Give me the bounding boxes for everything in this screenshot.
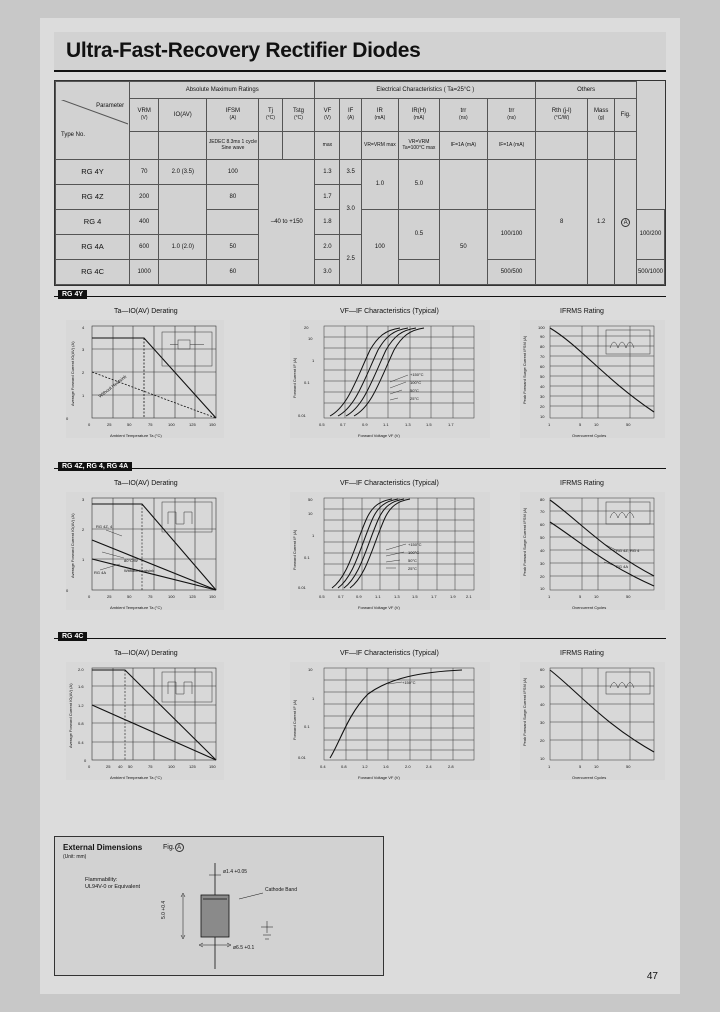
svg-text:50: 50 bbox=[128, 764, 133, 769]
cell-rth: 8 bbox=[536, 160, 588, 285]
svg-text:50°C: 50°C bbox=[408, 558, 417, 563]
svg-text:50: 50 bbox=[540, 374, 545, 379]
svg-text:30: 30 bbox=[540, 561, 545, 566]
svg-text:Ambient Temperature Ta (°C): Ambient Temperature Ta (°C) bbox=[110, 433, 162, 438]
svg-text:80: 80 bbox=[540, 344, 545, 349]
svg-text:1.1: 1.1 bbox=[383, 422, 389, 427]
svg-text:80°C/W: 80°C/W bbox=[124, 558, 138, 563]
svg-text:100°C: 100°C bbox=[408, 550, 420, 555]
svg-text:Forward Current IF (A): Forward Current IF (A) bbox=[292, 529, 297, 570]
col-rth-note bbox=[536, 132, 588, 160]
svg-text:Without Heatsink: Without Heatsink bbox=[97, 373, 128, 399]
svg-text:50: 50 bbox=[626, 594, 631, 599]
cell-vf: 3.0 bbox=[315, 260, 340, 285]
svg-text:5: 5 bbox=[579, 422, 582, 427]
svg-text:1: 1 bbox=[548, 594, 551, 599]
svg-text:Forward Current IF (A): Forward Current IF (A) bbox=[292, 699, 297, 740]
svg-text:0.4: 0.4 bbox=[320, 764, 326, 769]
cell-vf: 1.3 bbox=[315, 160, 340, 185]
svg-text:10: 10 bbox=[540, 756, 545, 761]
svg-text:10: 10 bbox=[540, 586, 545, 591]
chart-title-derating-1: Ta—IO(AV) Derating bbox=[114, 308, 178, 315]
chart-ifrms-rg4z bbox=[520, 492, 665, 610]
col-tstg-note bbox=[282, 132, 315, 160]
svg-text:3: 3 bbox=[82, 497, 85, 502]
svg-text:Forward Current IF (A): Forward Current IF (A) bbox=[292, 357, 297, 398]
svg-text:1.6: 1.6 bbox=[78, 684, 84, 689]
svg-text:1.2: 1.2 bbox=[78, 703, 84, 708]
svg-text:0.01: 0.01 bbox=[298, 585, 306, 590]
external-dimensions-fig: Fig. A bbox=[163, 843, 184, 852]
row-type: RG 4Y bbox=[56, 160, 130, 185]
svg-text:0: 0 bbox=[88, 594, 91, 599]
svg-text:Overcurrent Cycles: Overcurrent Cycles bbox=[572, 433, 607, 438]
svg-text:50: 50 bbox=[626, 764, 631, 769]
chart-title-derating-2: Ta—IO(AV) Derating bbox=[114, 480, 178, 487]
svg-text:+150°C: +150°C bbox=[408, 542, 422, 547]
svg-text:0: 0 bbox=[88, 764, 91, 769]
svg-text:0: 0 bbox=[84, 758, 87, 763]
cell-ir: 0.5 bbox=[398, 210, 439, 260]
svg-text:1.2: 1.2 bbox=[362, 764, 368, 769]
svg-text:1: 1 bbox=[312, 696, 315, 701]
cell-irh: 5.0 bbox=[398, 160, 439, 210]
svg-text:80: 80 bbox=[540, 497, 545, 502]
svg-text:25: 25 bbox=[106, 764, 111, 769]
col-irh-sym: IR(H) (mA) bbox=[398, 99, 439, 132]
svg-text:0.4: 0.4 bbox=[78, 740, 84, 745]
cell-trr2: 100/200 bbox=[636, 210, 664, 260]
svg-text:Overcurrent Cycles: Overcurrent Cycles bbox=[572, 775, 607, 780]
svg-text:1.9: 1.9 bbox=[450, 594, 456, 599]
col-tj-sym: Tj (°C) bbox=[259, 99, 282, 132]
section-tag-rg4z-rg4-rg4a: RG 4Z, RG 4, RG 4A bbox=[58, 462, 132, 471]
chart-vfif-rg4z bbox=[290, 492, 490, 610]
svg-text:25: 25 bbox=[107, 422, 112, 427]
col-ifsm-note: JEDEC 8.3ms 1 cycle Sine wave bbox=[207, 132, 259, 160]
svg-text:50: 50 bbox=[540, 535, 545, 540]
svg-text:+150°C: +150°C bbox=[402, 680, 416, 685]
svg-text:25: 25 bbox=[107, 594, 112, 599]
chart-title-derating-3: Ta—IO(AV) Derating bbox=[114, 650, 178, 657]
cell-vrm: 200 bbox=[130, 185, 159, 210]
svg-text:40: 40 bbox=[540, 702, 545, 707]
row-type: RG 4Z bbox=[56, 185, 130, 210]
svg-text:1.3: 1.3 bbox=[405, 422, 411, 427]
cell-temp-range: –40 to +150 bbox=[259, 160, 315, 285]
svg-text:125: 125 bbox=[189, 594, 196, 599]
svg-text:0.1: 0.1 bbox=[304, 380, 310, 385]
svg-text:1.5: 1.5 bbox=[426, 422, 432, 427]
cell-ifsm-blank bbox=[207, 210, 259, 235]
ratings-table bbox=[55, 81, 665, 285]
svg-text:2.1: 2.1 bbox=[466, 594, 472, 599]
svg-text:0.8: 0.8 bbox=[341, 764, 347, 769]
svg-text:Average Forward Current IO(A: Average Forward Current IO(AV) (A) bbox=[70, 341, 75, 406]
svg-text:4: 4 bbox=[82, 325, 85, 330]
chart-derating-rg4z bbox=[66, 492, 224, 610]
chart-vfif-rg4c bbox=[290, 662, 490, 780]
svg-text:Peak Forward Surge Current I: Peak Forward Surge Current IFSM (A) bbox=[522, 507, 527, 576]
svg-text:60: 60 bbox=[540, 522, 545, 527]
page-number: 47 bbox=[646, 971, 658, 982]
cell-trr2-blank bbox=[487, 160, 535, 210]
cell-vrm: 1000 bbox=[130, 260, 159, 285]
external-dimensions-heading: External Dimensions bbox=[63, 843, 143, 852]
svg-text:Cathode Band: Cathode Band bbox=[265, 887, 297, 893]
svg-text:150: 150 bbox=[209, 764, 216, 769]
svg-text:1: 1 bbox=[548, 764, 551, 769]
cell-ifsm: 100 bbox=[207, 160, 259, 185]
svg-text:10: 10 bbox=[540, 414, 545, 419]
chart-title-vfif-1: VF—IF Characteristics (Typical) bbox=[340, 308, 439, 315]
svg-text:50: 50 bbox=[540, 684, 545, 689]
cell-io bbox=[159, 185, 207, 235]
group-elec-char: Electrical Characteristics ( Ta=25°C ) bbox=[315, 82, 536, 99]
corner-typeno-label: Type No. bbox=[61, 131, 86, 138]
svg-text:0.9: 0.9 bbox=[356, 594, 362, 599]
section-divider-3 bbox=[54, 638, 666, 639]
col-tstg-sym: Tstg (°C) bbox=[282, 99, 315, 132]
cell-ir-blank bbox=[398, 260, 439, 285]
svg-text:100: 100 bbox=[168, 764, 175, 769]
chart-ifrms-rg4y bbox=[520, 320, 665, 438]
col-irh-note: VR=VRM Ta=100°C max bbox=[398, 132, 439, 160]
chart-title-ifrms-1: IFRMS Rating bbox=[560, 308, 604, 315]
svg-text:1.3: 1.3 bbox=[394, 594, 400, 599]
external-dimensions-unit: (Unit: mm) bbox=[63, 854, 87, 860]
section-divider-1 bbox=[54, 296, 666, 297]
cell-vrm: 70 bbox=[130, 160, 159, 185]
cell-io: 2.0 (3.5) bbox=[159, 160, 207, 185]
svg-text:0: 0 bbox=[66, 416, 69, 421]
col-trr2-note: IF=1A (mA) bbox=[487, 132, 535, 160]
svg-text:1: 1 bbox=[82, 393, 85, 398]
svg-text:60: 60 bbox=[540, 667, 545, 672]
chart-vfif-rg4y bbox=[290, 320, 490, 438]
svg-text:50°C: 50°C bbox=[410, 388, 419, 393]
col-rth-sym: Rth (j-l) (°C/W) bbox=[536, 99, 588, 132]
col-if-sym: IF (A) bbox=[340, 99, 361, 132]
svg-text:2.0: 2.0 bbox=[78, 667, 84, 672]
chart-ifrms-rg4c bbox=[520, 662, 665, 780]
svg-text:RG 4Z, 4: RG 4Z, 4 bbox=[96, 524, 113, 529]
cell-io-blank bbox=[159, 260, 207, 285]
svg-text:1: 1 bbox=[312, 358, 315, 363]
svg-text:2.0: 2.0 bbox=[405, 764, 411, 769]
row-type: RG 4C bbox=[56, 260, 130, 285]
col-fig-note bbox=[615, 132, 637, 160]
cell-ir: 1.0 bbox=[361, 160, 398, 210]
svg-text:75: 75 bbox=[148, 764, 153, 769]
col-vf-sym: VF (V) bbox=[315, 99, 340, 132]
table-corner bbox=[56, 82, 130, 160]
svg-text:Forward Voltage VF (V): Forward Voltage VF (V) bbox=[358, 775, 400, 780]
svg-text:0.7: 0.7 bbox=[338, 594, 344, 599]
svg-text:1: 1 bbox=[548, 422, 551, 427]
cell-trr-mid: 50 bbox=[439, 210, 487, 285]
svg-text:5: 5 bbox=[579, 764, 582, 769]
col-mass-sym: Mass (g) bbox=[588, 99, 615, 132]
cell-trr1: 500/500 bbox=[487, 260, 535, 285]
col-vf-note: max bbox=[315, 132, 340, 160]
svg-text:0.9: 0.9 bbox=[362, 422, 368, 427]
svg-text:5: 5 bbox=[579, 594, 582, 599]
svg-text:75: 75 bbox=[148, 422, 153, 427]
svg-text:5.0 +0.4: 5.0 +0.4 bbox=[161, 900, 167, 919]
svg-text:2: 2 bbox=[82, 370, 85, 375]
svg-text:0.1: 0.1 bbox=[304, 724, 310, 729]
section-tag-rg4y: RG 4Y bbox=[58, 290, 87, 299]
col-trr1-note: IF=1A (mA) bbox=[439, 132, 487, 160]
group-abs-max: Absolute Maximum Ratings bbox=[130, 82, 315, 99]
svg-text:125: 125 bbox=[189, 422, 196, 427]
col-mass-note bbox=[588, 132, 615, 160]
svg-text:Forward Voltage VF (V): Forward Voltage VF (V) bbox=[358, 433, 400, 438]
svg-text:+150°C: +150°C bbox=[410, 372, 424, 377]
svg-text:2.8: 2.8 bbox=[448, 764, 454, 769]
cell-vf: 2.0 bbox=[315, 235, 340, 260]
svg-text:20: 20 bbox=[304, 325, 309, 330]
col-ifsm-sym: IFSM (A) bbox=[207, 99, 259, 132]
cell-irh: 2.5 bbox=[340, 235, 361, 285]
package-drawing bbox=[143, 861, 383, 971]
datasheet-page bbox=[40, 18, 680, 994]
svg-text:1.7: 1.7 bbox=[448, 422, 454, 427]
col-ir-sym: IR (mA) bbox=[361, 99, 398, 132]
svg-text:0.8: 0.8 bbox=[78, 721, 84, 726]
svg-text:Without Heatsink: Without Heatsink bbox=[124, 568, 155, 573]
svg-text:1: 1 bbox=[312, 533, 315, 538]
svg-text:ø6.5 +0.1: ø6.5 +0.1 bbox=[233, 945, 255, 951]
svg-text:2: 2 bbox=[82, 527, 85, 532]
svg-text:Overcurrent Cycles: Overcurrent Cycles bbox=[572, 605, 607, 610]
row-type: RG 4 bbox=[56, 210, 130, 235]
col-fig-sym: Fig. bbox=[615, 99, 637, 132]
svg-text:40: 40 bbox=[540, 548, 545, 553]
svg-text:0.01: 0.01 bbox=[298, 413, 306, 418]
svg-text:ø1.4 +0.05: ø1.4 +0.05 bbox=[223, 869, 248, 875]
svg-text:3: 3 bbox=[82, 347, 85, 352]
svg-text:RG 4Z, RG 4: RG 4Z, RG 4 bbox=[616, 548, 640, 553]
chart-title-vfif-2: VF—IF Characteristics (Typical) bbox=[340, 480, 439, 487]
cell-vrm: 400 bbox=[130, 210, 159, 235]
svg-text:25°C: 25°C bbox=[410, 396, 419, 401]
svg-text:Average Forward Current IO(A: Average Forward Current IO(AV) (A) bbox=[68, 683, 73, 748]
svg-text:20: 20 bbox=[540, 574, 545, 579]
svg-text:0.5: 0.5 bbox=[319, 594, 325, 599]
col-tj-note bbox=[259, 132, 282, 160]
chart-title-ifrms-2: IFRMS Rating bbox=[560, 480, 604, 487]
page-title-band bbox=[54, 32, 666, 72]
svg-text:Peak Forward Surge Current I: Peak Forward Surge Current IFSM (A) bbox=[522, 677, 527, 746]
svg-text:30: 30 bbox=[540, 394, 545, 399]
col-io-note bbox=[159, 132, 207, 160]
svg-text:0: 0 bbox=[88, 422, 91, 427]
cell-ifsm: 80 bbox=[207, 185, 259, 210]
svg-text:50: 50 bbox=[308, 497, 313, 502]
cell-trr1: 100/100 bbox=[487, 210, 535, 260]
svg-text:125: 125 bbox=[189, 764, 196, 769]
svg-text:70: 70 bbox=[540, 509, 545, 514]
svg-text:70: 70 bbox=[540, 354, 545, 359]
cell-mass: 1.2 bbox=[588, 160, 615, 285]
svg-text:0.1: 0.1 bbox=[304, 555, 310, 560]
cell-ifsm: 50 bbox=[207, 235, 259, 260]
svg-text:150: 150 bbox=[209, 422, 216, 427]
table-row bbox=[56, 160, 665, 185]
svg-text:10: 10 bbox=[594, 764, 599, 769]
col-if-note bbox=[340, 132, 361, 160]
svg-text:100: 100 bbox=[538, 325, 545, 330]
svg-text:1: 1 bbox=[82, 557, 85, 562]
chart-title-vfif-3: VF—IF Characteristics (Typical) bbox=[340, 650, 439, 657]
page-title: Ultra-Fast-Recovery Rectifier Diodes bbox=[66, 39, 421, 62]
svg-text:Forward Voltage VF (V): Forward Voltage VF (V) bbox=[358, 605, 400, 610]
svg-text:50: 50 bbox=[127, 422, 132, 427]
chart-derating-rg4y bbox=[66, 320, 224, 438]
svg-text:10: 10 bbox=[308, 667, 313, 672]
cell-vrm: 600 bbox=[130, 235, 159, 260]
external-dimensions-box bbox=[54, 836, 384, 976]
group-others: Others bbox=[536, 82, 637, 99]
col-ir-note: VR=VRM max bbox=[361, 132, 398, 160]
svg-text:Average Forward Current IO(A: Average Forward Current IO(AV) (A) bbox=[70, 513, 75, 578]
svg-text:RG 4A: RG 4A bbox=[94, 570, 107, 575]
col-io-sym: IO(AV) bbox=[159, 99, 207, 132]
chart-title-ifrms-3: IFRMS Rating bbox=[560, 650, 604, 657]
cell-vf: 1.8 bbox=[315, 210, 340, 235]
svg-text:RG 4A: RG 4A bbox=[616, 564, 629, 569]
svg-text:20: 20 bbox=[540, 738, 545, 743]
svg-text:50: 50 bbox=[127, 594, 132, 599]
ratings-table-container bbox=[54, 80, 666, 286]
svg-text:1.7: 1.7 bbox=[431, 594, 437, 599]
cell-vf: 1.7 bbox=[315, 185, 340, 210]
cell-trr1-blank bbox=[439, 160, 487, 210]
svg-text:100: 100 bbox=[168, 594, 175, 599]
svg-text:1.6: 1.6 bbox=[383, 764, 389, 769]
svg-text:1.5: 1.5 bbox=[412, 594, 418, 599]
col-trr1-sym: trr (ns) bbox=[439, 99, 487, 132]
svg-text:Peak Forward Surge Current I: Peak Forward Surge Current IFSM (A) bbox=[522, 335, 527, 404]
svg-text:10: 10 bbox=[308, 336, 313, 341]
svg-text:10: 10 bbox=[308, 511, 313, 516]
cell-if: 3.0 bbox=[340, 185, 361, 235]
svg-text:20: 20 bbox=[540, 404, 545, 409]
col-trr2-sym: trr (ns) bbox=[487, 99, 535, 132]
cell-if-group: 100 bbox=[361, 210, 398, 285]
svg-text:2.4: 2.4 bbox=[426, 764, 432, 769]
table-group-header-row bbox=[56, 82, 665, 99]
cell-trr2: 500/1000 bbox=[636, 260, 664, 285]
section-divider-2 bbox=[54, 468, 666, 469]
col-vrm-note bbox=[130, 132, 159, 160]
section-tag-rg4c: RG 4C bbox=[58, 632, 87, 641]
cell-io: 1.0 (2.0) bbox=[159, 235, 207, 260]
svg-text:30: 30 bbox=[540, 720, 545, 725]
table-symbol-row bbox=[56, 99, 665, 132]
svg-text:10: 10 bbox=[594, 594, 599, 599]
svg-text:50: 50 bbox=[626, 422, 631, 427]
chart-derating-rg4c bbox=[66, 662, 224, 780]
svg-text:100: 100 bbox=[168, 422, 175, 427]
svg-text:100°C: 100°C bbox=[410, 380, 422, 385]
cell-ifsm: 60 bbox=[207, 260, 259, 285]
svg-text:25°C: 25°C bbox=[408, 566, 417, 571]
svg-text:40: 40 bbox=[540, 384, 545, 389]
svg-text:60: 60 bbox=[540, 364, 545, 369]
corner-parameter-label: Parameter bbox=[96, 102, 125, 109]
svg-text:Ambient Temperature Ta (°C): Ambient Temperature Ta (°C) bbox=[110, 605, 162, 610]
cell-if: 3.5 bbox=[340, 160, 361, 185]
svg-text:40: 40 bbox=[118, 764, 123, 769]
col-vrm-sym: VRM (V) bbox=[130, 99, 159, 132]
svg-text:0: 0 bbox=[66, 588, 69, 593]
cell-fig: A bbox=[615, 160, 637, 285]
flammability-note: Flammability: UL94V-0 or Equivalent bbox=[85, 877, 141, 891]
svg-text:0.01: 0.01 bbox=[298, 755, 306, 760]
svg-text:150: 150 bbox=[209, 594, 216, 599]
row-type: RG 4A bbox=[56, 235, 130, 260]
svg-text:0.5: 0.5 bbox=[319, 422, 325, 427]
svg-text:10: 10 bbox=[594, 422, 599, 427]
svg-text:75: 75 bbox=[148, 594, 153, 599]
table-subheader-row bbox=[56, 132, 665, 160]
svg-text:0.7: 0.7 bbox=[340, 422, 346, 427]
svg-text:90: 90 bbox=[540, 334, 545, 339]
svg-text:1.1: 1.1 bbox=[375, 594, 381, 599]
svg-text:Ambient Temperature Ta (°C): Ambient Temperature Ta (°C) bbox=[110, 775, 162, 780]
